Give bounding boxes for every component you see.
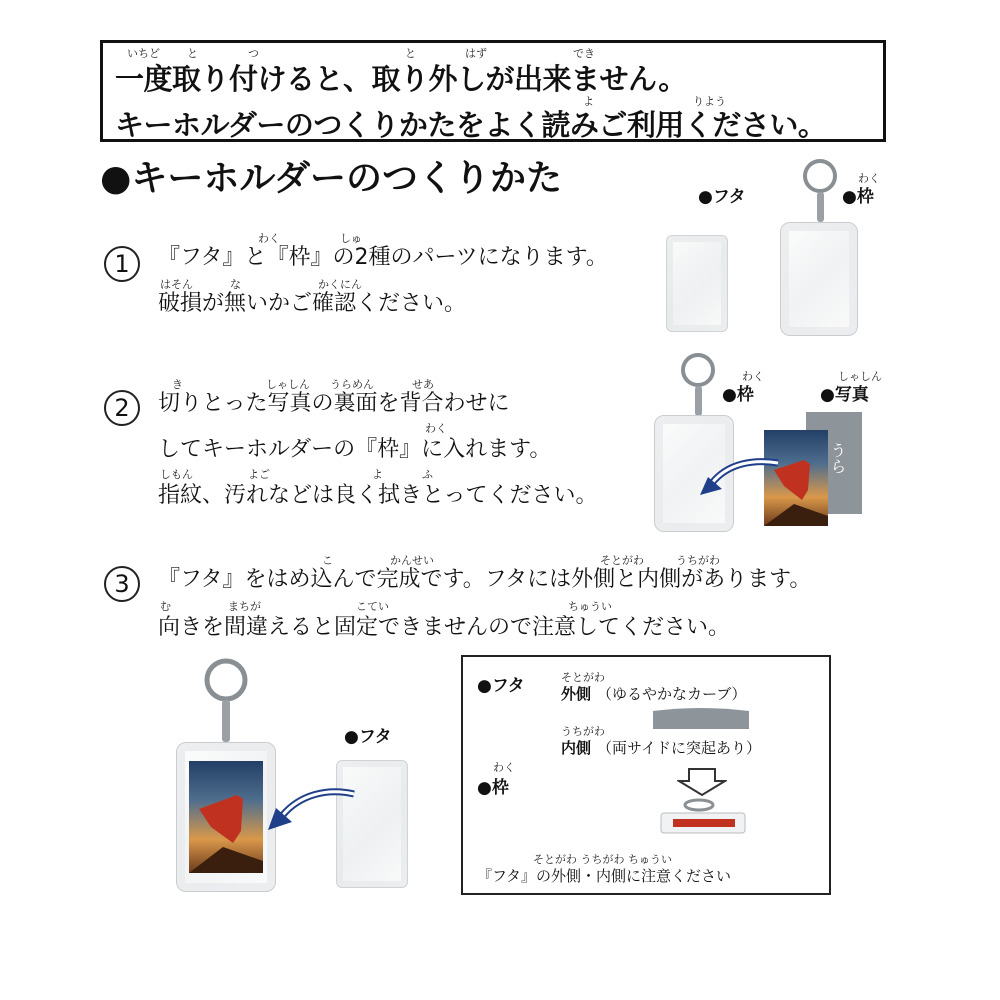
ruby: わく: [425, 422, 447, 435]
step2-text-3: 指紋、汚れなどは良く拭きとってください。: [158, 483, 598, 508]
step-number-1: 1: [104, 246, 140, 282]
label-lid: ●フタ: [477, 676, 525, 696]
frame-part: [780, 222, 858, 336]
ruby: わく: [258, 232, 280, 245]
ruby: りよう: [693, 95, 726, 108]
ruby: こてい: [356, 600, 389, 613]
down-arrow-icon: [677, 767, 727, 797]
inner-label: 内側: [561, 739, 592, 757]
step3-text-1: 『フタ』をはめ込んで完成です。フタには外側と内側があります。: [158, 567, 812, 592]
back-label: うら: [828, 442, 847, 474]
ruby: こ: [322, 554, 333, 567]
assembled-keyholder: [176, 742, 276, 892]
ruby: まちが: [228, 600, 261, 613]
ruby: そとがわ: [561, 671, 605, 684]
photo: [189, 761, 263, 873]
step-number-2: 2: [104, 390, 140, 426]
ruby: な: [230, 278, 241, 291]
ruby: いちど: [127, 47, 160, 60]
ruby: うちがわ: [676, 554, 720, 567]
arrow-icon: [262, 786, 358, 836]
lid-part: [666, 235, 728, 332]
warning-box: [100, 40, 886, 142]
ruby: しもん: [160, 468, 193, 481]
lid-orientation-box: [461, 655, 831, 895]
ruby: わく: [858, 172, 880, 185]
ruby: よ: [583, 95, 594, 108]
keyring-icon: [676, 350, 726, 420]
label-photo: ●写真: [820, 385, 869, 405]
step1-text-1: 『フタ』と『枠』の2種のパーツになります。: [158, 245, 608, 270]
step1-text-2: 破損が無いかご確認ください。: [158, 291, 467, 316]
ruby: かんせい: [390, 554, 434, 567]
step2-text-2: してキーホルダーの『枠』に入れます。: [158, 437, 552, 462]
label-frame: ●枠: [477, 778, 509, 798]
ruby: しゃしん: [266, 378, 310, 391]
label-lid: ●フタ: [698, 187, 746, 207]
ruby: ふ: [422, 468, 433, 481]
ruby: つ: [248, 47, 259, 60]
ruby: わく: [742, 370, 764, 383]
inner-note: （両サイドに突起あり）: [597, 739, 761, 757]
ruby: うちがわ: [561, 725, 605, 738]
step3-text-2: 向きを間違えると固定できませんので注意してください。: [158, 615, 731, 640]
ruby: と: [405, 47, 416, 60]
ruby: そとがわ: [600, 554, 644, 567]
keyring-icon: [798, 156, 848, 226]
footer-note: 『フタ』の外側・内側に注意ください: [477, 867, 731, 885]
ruby: き: [172, 378, 183, 391]
ruby: でき: [573, 47, 595, 60]
label-frame: ●枠: [842, 187, 874, 207]
photo-figure: [189, 761, 263, 873]
arrow-icon: [694, 455, 784, 505]
outer-label: 外側: [561, 685, 592, 703]
lid-outer-shape: [651, 705, 751, 731]
ruby: しゅ: [340, 232, 362, 245]
ruby: はず: [465, 47, 487, 60]
ruby: と: [187, 47, 198, 60]
frame-side-view: [659, 797, 749, 837]
ruby: せあ: [412, 378, 434, 391]
label-lid: ●フタ: [344, 727, 392, 747]
ruby: はそん: [160, 278, 193, 291]
warning-line-1: 一度取り付けると、取り外しが出来ません。: [115, 62, 687, 96]
outer-note: （ゆるやかなカーブ）: [597, 685, 747, 703]
ruby: ちゅうい: [568, 600, 612, 613]
warning-line-2: キーホルダーのつくりかたをよく読みご利用ください。: [115, 108, 827, 142]
keyring-icon: [200, 656, 256, 746]
step2-text-1: 切りとった写真の裏面を背合わせに: [158, 391, 510, 416]
page-title: ●キーホルダーのつくりかた: [100, 158, 562, 199]
ruby: うらめん: [330, 378, 374, 391]
ruby: そとがわ うちがわ ちゅうい: [533, 853, 672, 866]
ruby: わく: [493, 761, 515, 774]
step-number-3: 3: [104, 566, 140, 602]
ruby: しゃしん: [838, 370, 882, 383]
ruby: よ: [372, 468, 383, 481]
ruby: む: [160, 600, 171, 613]
ruby: よご: [248, 468, 270, 481]
ruby: かくにん: [318, 278, 362, 291]
label-frame: ●枠: [722, 385, 754, 405]
